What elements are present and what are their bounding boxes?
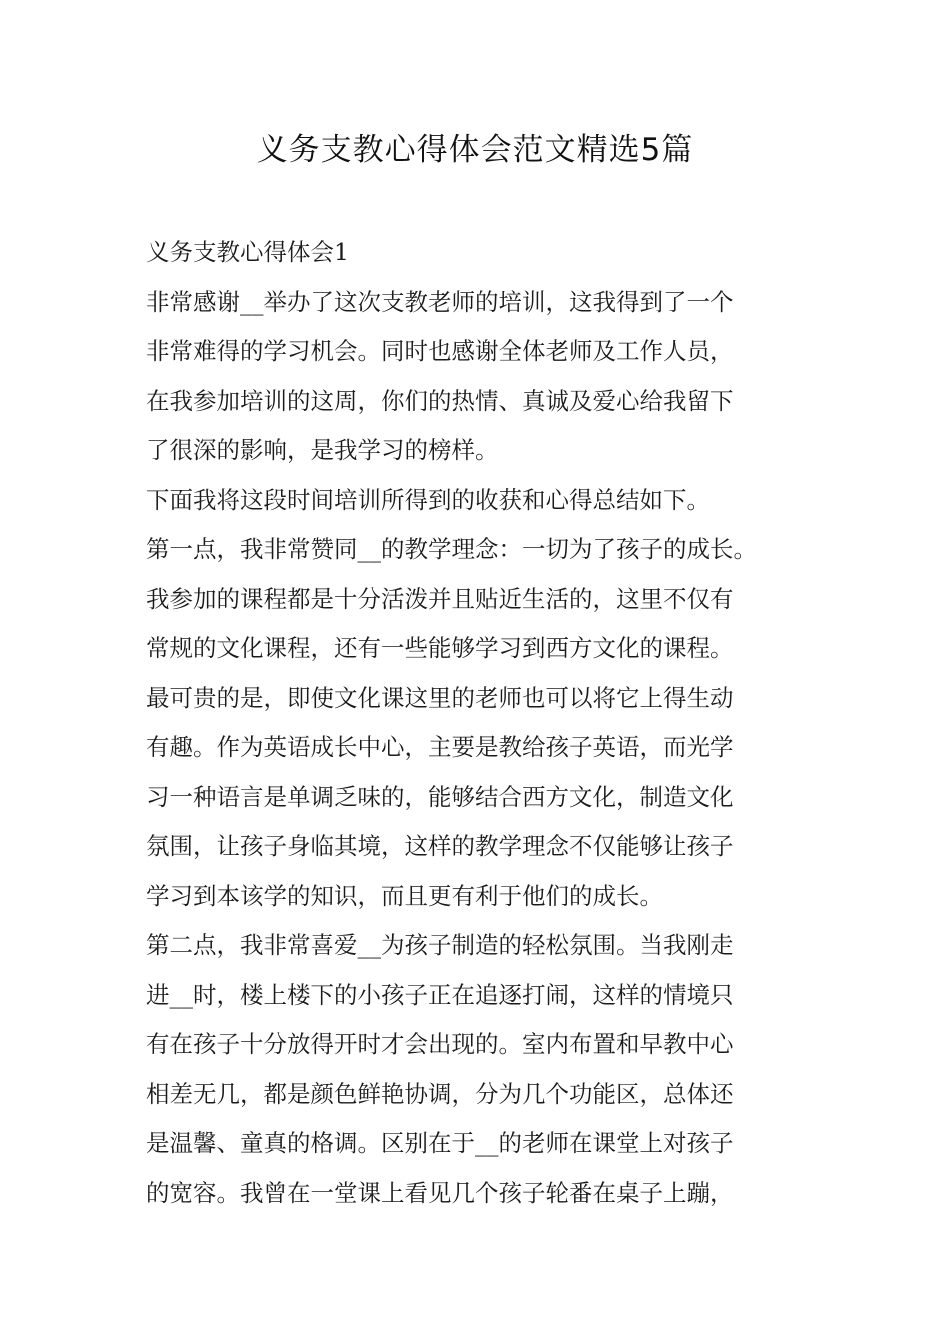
document-title: 义务支教心得体会范文精选5篇: [256, 132, 694, 168]
paragraph-line: 学习到本该学的知识，而且更有利于他们的成长。: [146, 881, 663, 910]
paragraph-line: 进__时，楼上楼下的小孩子正在追逐打闹，这样的情境只: [146, 980, 734, 1009]
paragraph-line: 第二点，我非常喜爱__为孩子制造的轻松氛围。当我刚走: [146, 931, 734, 959]
paragraph-line: 在我参加培训的这周，你们的热情、真诚及爱心给我留下: [146, 386, 734, 415]
paragraph-line: 非常感谢__举办了这次支教老师的培训，这我得到了一个: [146, 287, 734, 316]
paragraph-line: 我参加的课程都是十分活泼并且贴近生活的，这里不仅有: [146, 584, 734, 613]
paragraph-line: 常规的文化课程，还有一些能够学习到西方文化的课程。: [146, 634, 734, 662]
paragraph-line: 第一点，我非常赞同__的教学理念：一切为了孩子的成长。: [146, 535, 757, 563]
paragraph-line: 氛围，让孩子身临其境，这样的教学理念不仅能够让孩子: [146, 832, 734, 860]
paragraph-line: 习一种语言是单调乏味的，能够结合西方文化，制造文化: [146, 782, 734, 811]
paragraph-line: 了很深的影响，是我学习的榜样。: [146, 436, 499, 464]
paragraph-line: 最可贵的是，即使文化课这里的老师也可以将它上得生动: [146, 683, 734, 712]
paragraph-line: 有在孩子十分放得开时才会出现的。室内布置和早教中心: [146, 1030, 734, 1058]
paragraph-line: 的宽容。我曾在一堂课上看见几个孩子轮番在桌子上蹦，: [146, 1178, 734, 1207]
document-body: [146, 228, 846, 1218]
paragraph-line: 下面我将这段时间培训所得到的收获和心得总结如下。: [146, 485, 710, 514]
paragraph-line: 有趣。作为英语成长中心，主要是教给孩子英语，而光学: [146, 733, 734, 761]
paragraph-line: 相差无几，都是颜色鲜艳协调，分为几个功能区，总体还: [146, 1079, 734, 1108]
section-heading: 义务支教心得体会1: [146, 238, 349, 266]
paragraph-line: 是温馨、童真的格调。区别在于__的老师在课堂上对孩子: [146, 1129, 734, 1157]
paragraph-line: 非常难得的学习机会。同时也感谢全体老师及工作人员，: [146, 337, 734, 365]
